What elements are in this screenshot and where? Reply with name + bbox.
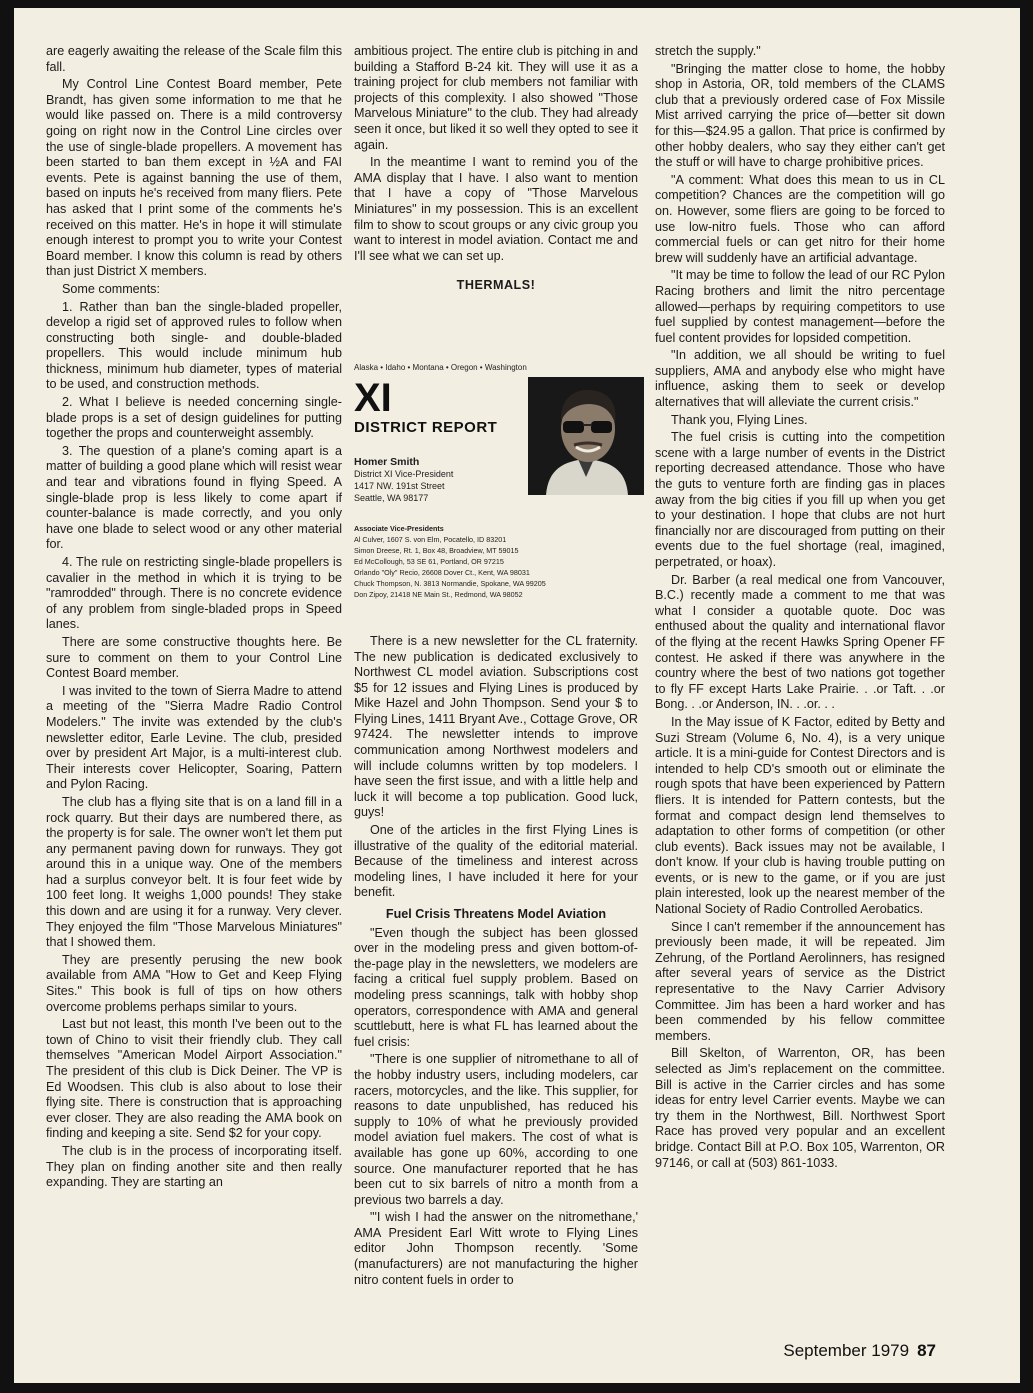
paragraph: Thank you, Flying Lines. (671, 412, 808, 427)
portrait-image (528, 377, 644, 495)
paragraph: "Bringing the matter close to home, the hobby shop in Astoria, OR, told members of the CLAMS club that a previously ordered case of Fox Missile Mist arrived carrying the price of—better sit down for this—$24.95 a gallon. That price is confirmed by other hobby dealers, who say they either can't get the stuff or will have to charge prohibitive prices. (655, 61, 945, 170)
paragraph: 2. What I believe is needed concerning single-blade props is a set of design guidelines for putting together the props and counterweight assembly. (46, 395, 342, 441)
vice-president-contact (354, 456, 453, 504)
paragraph: The fuel crisis is cutting into the competition scene with a large number of events in the District reporting decreased attendance. Those who have the guts to venture forth are finding gas in places away from the big cities if you fill up when you get to your destination. I hope that clubs are not hurt financially nor are discouraged from putting on their events due to the fuel shortage (real, imagined, perpetrated, or hoax). (655, 430, 945, 569)
vp-city: Seattle, WA 98177 (354, 492, 429, 503)
paragraph: One of the articles in the first Flying Lines is illustrative of the quality of the editorial material. Because of the timeliness and interest across modeling lines, I have included it here for your benefit. (354, 823, 638, 900)
paragraph: I was invited to the town of Sierra Madre to attend a meeting of the "Sierra Madre Radio Control Modelers." The invite was extended by the club's newsletter editor, Earle Levine. The club, presided over by president Art Major, is a multi-interest club. Their interests cover Helicopter, Soaring, Pattern and Pylon Racing. (46, 683, 342, 792)
article-heading: Fuel Crisis Threatens Model Aviation (385, 907, 607, 921)
column-3 (655, 44, 945, 1173)
paragraph: My Control Line Contest Board member, Pete Brandt, has given some information to me that he would like passed on. There is a mild controversy going on right now in the Control Line circles over the use of single-blade propellers. A movement has been started to ban them except in ½A and FAI events. Pete is against banning the use of them, based on inputs he's received from many fliers. Pete has asked that I print some of the comments he's received on this matter. He's in hope it will stimulate enough interest to prompt you to write your Contest Board member. I know this column is read by others than just District X members. (46, 77, 342, 279)
page-number: 87 (917, 1341, 936, 1360)
column-1 (46, 44, 342, 1193)
paragraph: There are some constructive thoughts here. Be sure to comment on them to your Control Line Contest Board member. (46, 634, 342, 681)
paragraph: Some comments: (62, 281, 160, 296)
paragraph: "Even though the subject has been glossed over in the modeling press and given bottom-of-the-page play in the newsletters, we modelers are facing a critical fuel supply problem. Based on modeling press scannings, talk with hobby shop operators, correspondence with AMA and general scuttlebutt, here is what FL has learned about the fuel crisis: (354, 925, 638, 1049)
paragraph: "'I wish I had the answer on the nitromethane,' AMA President Earl Witt wrote to Flying Lines editor John Thompson recently. 'Some (manufacturers) are not manufacturing the higher nitro content fuels in order to (354, 1210, 638, 1287)
associate-vp-entry: Chuck Thompson, N. 3813 Normandie, Spokane, WA 99205 (354, 578, 546, 588)
paragraph: Bill Skelton, of Warrenton, OR, has been selected as Jim's replacement on the committee. Bill is active in the Carrier circles and has some ideas for entry level Carrier events. Maybe we can try them in the Northwest, Bill. Northwest Sport Race has proved very popular and an excellent bridge. Contact Bill at P.O. Box 105, Warrenton, OR 97146, or call at (503) 861-1033. (655, 1046, 945, 1170)
paragraph: "It may be time to follow the lead of our RC Pylon Racing brothers and limit the nitro percentage allowed—perhaps by requiring competitors to use fuel supplied by contest management—before the fuel content provides for lopsided competition. (655, 268, 945, 345)
associate-vp-entry: Don Zipoy, 21418 NE Main St., Redmond, WA 98052 (354, 589, 523, 599)
paragraph: The club has a flying site that is on a land fill in a rock quarry. But their days are numbered there, as the property is for sale. The owner won't let them put any permanent paving down for runways. They got around this in a unique way. One of the members had a surplus conveyor belt. It is four feet wide by 100 feet long. It weighs 1,000 pounds! They stake this down and are using it for a runway. Very clever. They enjoyed the film "Those Marvelous Miniatures" that I showed them. (46, 794, 342, 950)
associate-vp-header: Associate Vice-Presidents (354, 523, 444, 533)
paragraph: There is a new newsletter for the CL fraternity. The new publication is dedicated exclusively to Northwest CL model aviation. Subscriptions cost $5 for 12 issues and Flying Lines is produced by Mike Hazel and John Thompson. Send your $ to Flying Lines, 1411 Bryant Ave., Cottage Grove, OR 97424. The newsletter intends to improve communication among Northwest modelers and will include columns written by top modelers. I have seen the first issue, and with a little help and luck it will become a top publication. Good luck, guys! (354, 633, 638, 820)
district-states: Alaska • Idaho • Montana • Oregon • Washington (354, 362, 527, 372)
column-2 (354, 44, 638, 1290)
associate-vp-entry: Simon Dreese, Rt. 1, Box 48, Broadview, MT 59015 (354, 545, 519, 555)
vp-street: 1417 NW. 191st Street (354, 480, 445, 491)
paragraph: are eagerly awaiting the release of the Scale film this fall. (46, 44, 342, 74)
paragraph: The club is in the process of incorporating itself. They plan on finding another site and then really expanding. They are starting an (46, 1143, 342, 1190)
vp-position: District XI Vice-President (354, 468, 454, 479)
thermals-signoff: THERMALS! (456, 278, 536, 293)
associate-vp-list (354, 523, 644, 600)
district-report-title: DISTRICT REPORT (354, 418, 498, 436)
paragraph: 3. The question of a plane's coming apart is a matter of building a good plane which will resist wear and tear and vibrations found in flying Speed. A single-blade prop is less likely to come apart if counter-balance is made correctly, and you only have one blade to select wood or any other material for. (46, 443, 342, 552)
paragraph: "There is one supplier of nitromethane to all of the hobby industry users, including modelers, car racers, motorcycles, and the like. This supplier, for reasons to date unpublished, has reduced his supply to 10% of what he previously provided model aviation fuel makers. The cost of what is available has gone up 60%, according to one source. One manufacturer reported that he has been cut to six barrels of nitro a month from a previous two barrels a day. (354, 1052, 638, 1207)
paragraph: Last but not least, this month I've been out to the town of Chino to visit their friendly club. They call themselves "American Model Airport Association." The president of this club is Dick Deiner. The VP is Ed Woodsen. This club is also about to lose their flying site. There is construction that is approaching ever closer. They are also reading the AMA book on finding and keeping a site. Send $2 for your copy. (46, 1017, 342, 1141)
associate-vp-entry: Orlando "Oly" Recio, 26608 Dover Ct., Kent, WA 98031 (354, 567, 530, 577)
paragraph: In the meantime I want to remind you of the AMA display that I have. I also want to mention that I have a copy of "Those Marvelous Miniatures" in my possession. This is an excellent film to show to scout groups or any civic group you want to interest in model aviation. Contact me and I'll see what we can set up. (354, 155, 638, 263)
paragraph: Since I can't remember if the announcement has previously been made, it will be repeated. Jim Zehrung, of the Portland Aerolinners, has resigned after several years of service as the District representative to the Navy Carrier Advisory Committee. Jim has been a hard worker and has been commended by his fellow committee members. (655, 919, 945, 1043)
issue-date: September 1979 (783, 1341, 910, 1360)
vp-name: Homer Smith (354, 455, 420, 468)
paragraph: They are presently perusing the new book available from AMA "How to Get and Keep Flying Sites." This book is full of tips on how others overcome problems perhaps similar to yours. (46, 952, 342, 1014)
magazine-page (14, 8, 1020, 1383)
associate-vp-entry: Ed McCollough, 53 SE 61, Portland, OR 97215 (354, 556, 504, 566)
paragraph: Dr. Barber (a real medical one from Vancouver, B.C.) recently made a comment to me that was what I consider a quotable quote. Doc was enthused about the quality and international flavor of the flying at the recent Hawks Spring Opener FF contest. He asked if there was anywhere in the country where the best of two nations got together to fly FF except Harts Lake Prairie. . .or Taft. . .or Bong. . .or Anderson, IN. . .or. . . (655, 572, 945, 712)
district-number: XI (354, 375, 392, 420)
district-report-box (354, 360, 638, 628)
paragraph: 1. Rather than ban the single-bladed propeller, develop a rigid set of approved rules to follow when constructing both single- and double-bladed propellers. This would include minimum hub thickness, minimum hub diameter, types of material to be used, and construction methods. (46, 299, 342, 392)
associate-vp-entry: Al Culver, 1607 S. von Elm, Pocatello, ID 83201 (354, 534, 507, 544)
paragraph: 4. The rule on restricting single-blade propellers is cavalier in the method in which it is trying to be "ramrodded" through. There is no concrete evidence of any problem from single-bladed props in Speed lanes. (46, 555, 342, 632)
paragraph: "A comment: What does this mean to us in CL competition? Chances are the competition will go on. However, some fliers are going to be forced to use low-nitro fuels. Those who can afford commercial fuels or can get nitro for their home brew will suddenly have an artificial advantage. (655, 172, 945, 265)
vice-president-photo (528, 377, 644, 495)
paragraph: "In addition, we all should be writing to fuel suppliers, AMA and anybody else who might have influence, asking them to seek or develop alternatives that will alleviate the current crisis." (655, 348, 945, 410)
paragraph: ambitious project. The entire club is pitching in and building a Stafford B-24 kit. They will use it as a training project for club members not familiar with projects of this complexity. I also showed "Those Marvelous Miniature" to the club. They had already seen it once, but liked it so well they opted to see it again. (354, 44, 638, 152)
page-footer (783, 1341, 936, 1361)
paragraph: stretch the supply." (655, 44, 761, 58)
paragraph: In the May issue of K Factor, edited by Betty and Suzi Stream (Volume 6, No. 4), is a very unique article. It is a mini-guide for Contest Directors and is intended to help CD's smooth out or eliminate the rough spots that have been experienced by Pattern fliers. It is intended for Pattern contests, but the format and compact design lend themselves to adaptation to other forms of competition (or other club events). Back issues may not be available, I don't know. If your club is having trouble putting on events, or is new to the game, or if you are just plain interested, look up the nearest member of the National Society of Radio Controlled Aerobatics. (655, 714, 945, 917)
